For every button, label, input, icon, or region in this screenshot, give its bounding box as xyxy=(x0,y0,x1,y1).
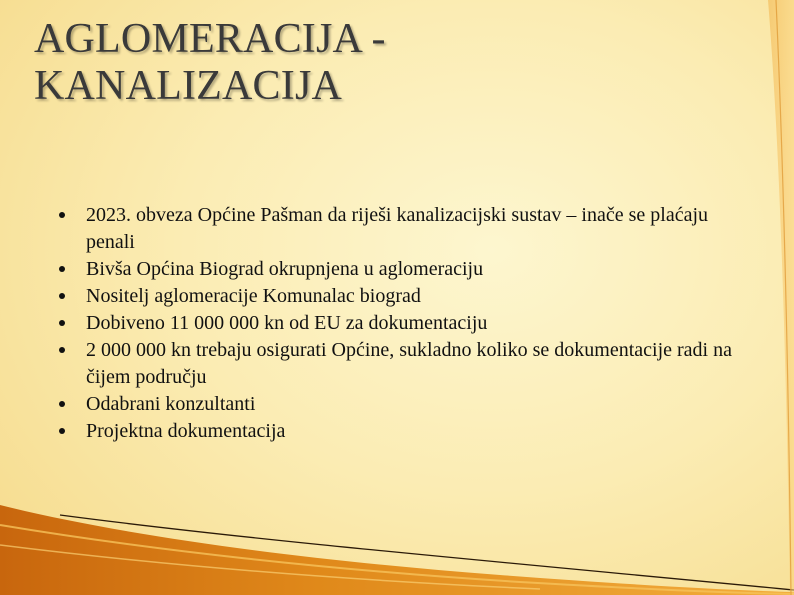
bullet-dot-icon xyxy=(59,401,65,407)
bullet-dot-icon xyxy=(59,428,65,434)
swoosh-stripe xyxy=(0,525,794,594)
bullet-text: Odabrani konzultanti xyxy=(86,393,256,415)
swoosh-band xyxy=(0,505,794,595)
bullet-text: 2 000 000 kn trebaju osigurati Općine, sukladno koliko se dokumentacije radi na čijem području xyxy=(86,339,732,388)
slide-title xyxy=(34,16,754,111)
bullet-item xyxy=(0,283,794,310)
bullet-item xyxy=(0,202,794,256)
bullet-dot-icon xyxy=(59,266,65,272)
bullet-item xyxy=(0,418,794,445)
bullet-text: Dobiveno 11 000 000 kn od EU za dokumentaciju xyxy=(86,312,488,334)
title-line-1: AGLOMERACIJA - xyxy=(34,16,386,62)
bullet-text: Bivša Općina Biograd okrupnjena u aglomeraciju xyxy=(86,258,484,280)
bullet-dot-icon xyxy=(59,320,65,326)
bullet-dot-icon xyxy=(59,347,65,353)
title-line-2: KANALIZACIJA xyxy=(34,63,343,110)
bullet-text: 2023. obveza Općine Pašman da riješi kanalizacijski sustav – inače se plaćaju penali xyxy=(86,204,709,253)
swoosh-line xyxy=(60,515,794,590)
bullet-dot-icon xyxy=(59,212,65,218)
bullet-text: Projektna dokumentacija xyxy=(86,420,286,442)
bullet-item xyxy=(0,310,794,337)
bullet-item xyxy=(0,337,794,391)
bullet-dot-icon xyxy=(59,293,65,299)
bullet-list xyxy=(0,202,794,445)
bullet-item xyxy=(0,256,794,283)
bullet-text: Nositelj aglomeracije Komunalac biograd xyxy=(86,285,421,307)
bullet-item xyxy=(0,391,794,418)
swoosh-stripe xyxy=(0,545,540,589)
